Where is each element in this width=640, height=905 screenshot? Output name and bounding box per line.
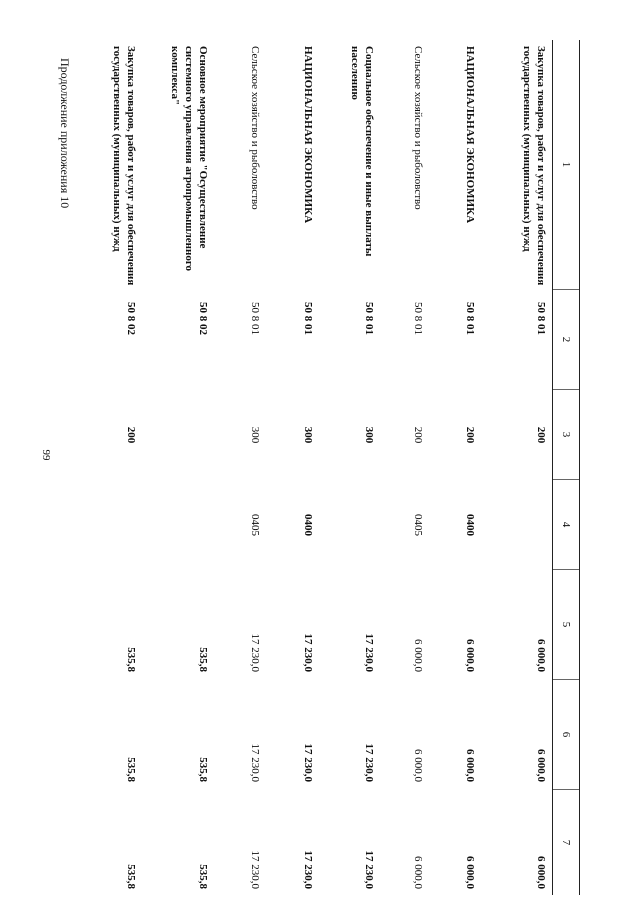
page-number: 99 xyxy=(40,449,52,461)
rotated-table-canvas xyxy=(98,40,580,895)
table-cell-c2: 50 8 01 xyxy=(363,302,375,335)
table-cell-c5: 535,8 xyxy=(125,647,137,672)
header-col-3: 3 xyxy=(553,390,579,480)
table-cell-c7: 6 000,0 xyxy=(464,856,476,889)
table-cell-c7: 535,8 xyxy=(197,864,209,889)
header-col-6: 6 xyxy=(553,680,579,790)
table-header-row xyxy=(552,40,580,895)
header-col-5: 5 xyxy=(553,570,579,680)
table-cell-c2: 50 8 02 xyxy=(197,302,209,335)
header-col-7: 7 xyxy=(560,839,572,846)
table-cell-desc: Сельское хозяйство и рыболовство xyxy=(412,46,424,210)
table-cell-c6: 535,8 xyxy=(197,757,209,782)
table-cell-desc: НАЦИОНАЛЬНАЯ ЭКОНОМИКА xyxy=(464,46,476,224)
table-cell-c4: 0405 xyxy=(249,514,261,536)
table-cell-c2: 50 8 01 xyxy=(412,302,424,335)
table-cell-c7: 17 230,0 xyxy=(302,850,314,889)
table-cell-c3: 200 xyxy=(125,426,137,444)
header-col-1: 1 xyxy=(553,40,579,290)
table-cell-c4: 0400 xyxy=(464,514,476,536)
table-cell-c6: 17 230,0 xyxy=(249,743,261,782)
table-cell-c3: 300 xyxy=(249,426,261,444)
table-cell-c7: 6 000,0 xyxy=(412,856,424,889)
table-cell-c2: 50 8 01 xyxy=(302,302,314,335)
table-cell-c3: 200 xyxy=(535,426,547,444)
table-cell-c7: 17 230,0 xyxy=(363,850,375,889)
table-cell-desc: Сельское хозяйство и рыболовство xyxy=(249,46,261,210)
header-col-2: 2 xyxy=(553,290,579,390)
table-cell-c4: 0400 xyxy=(302,514,314,536)
table-cell-c3: 300 xyxy=(363,426,375,444)
table-cell-c6: 6 000,0 xyxy=(412,749,424,782)
table-cell-c6: 6 000,0 xyxy=(464,749,476,782)
table-cell-c6: 6 000,0 xyxy=(535,749,547,782)
table-cell-c5: 6 000,0 xyxy=(412,639,424,672)
table-cell-c2: 50 8 01 xyxy=(464,302,476,335)
table-cell-c4: 0405 xyxy=(412,514,424,536)
table-cell-c3: 200 xyxy=(412,426,424,444)
table-cell-c6: 535,8 xyxy=(125,757,137,782)
table-cell-c2: 50 8 01 xyxy=(249,302,261,335)
table-cell-desc: Закупка товаров, работ и услуг для обеспечения государственных (муниципальных) нужд xyxy=(111,46,137,286)
table-cell-c6: 17 230,0 xyxy=(302,743,314,782)
table-cell-c3: 200 xyxy=(464,426,476,444)
table-cell-desc: Социальное обеспечение и иные выплаты населению xyxy=(349,46,375,257)
table-cell-c5: 6 000,0 xyxy=(535,639,547,672)
table-cell-c5: 6 000,0 xyxy=(464,639,476,672)
table-cell-c5: 17 230,0 xyxy=(249,633,261,672)
header-col-4: 4 xyxy=(553,480,579,570)
table-cell-c3: 300 xyxy=(302,426,314,444)
table-cell-c6: 17 230,0 xyxy=(363,743,375,782)
table-cell-c7: 535,8 xyxy=(125,864,137,889)
continuation-title: Продолжение приложения 10 xyxy=(58,58,72,209)
budget-table xyxy=(98,40,580,895)
table-cell-c5: 17 230,0 xyxy=(302,633,314,672)
table-cell-c5: 17 230,0 xyxy=(363,633,375,672)
table-cell-desc: Закупка товаров, работ и услуг для обеспечения государственных (муниципальных) нужд xyxy=(521,46,547,286)
table-cell-c2: 50 8 01 xyxy=(535,302,547,335)
table-cell-c7: 17 230,0 xyxy=(249,850,261,889)
table-cell-desc: Основное мероприятие "Осуществление системного управления агропромышленного комплекса" xyxy=(169,46,209,272)
table-cell-c7: 6 000,0 xyxy=(535,856,547,889)
table-cell-c2: 50 8 02 xyxy=(125,302,137,335)
table-cell-desc: НАЦИОНАЛЬНАЯ ЭКОНОМИКА xyxy=(302,46,314,224)
table-cell-c5: 535,8 xyxy=(197,647,209,672)
